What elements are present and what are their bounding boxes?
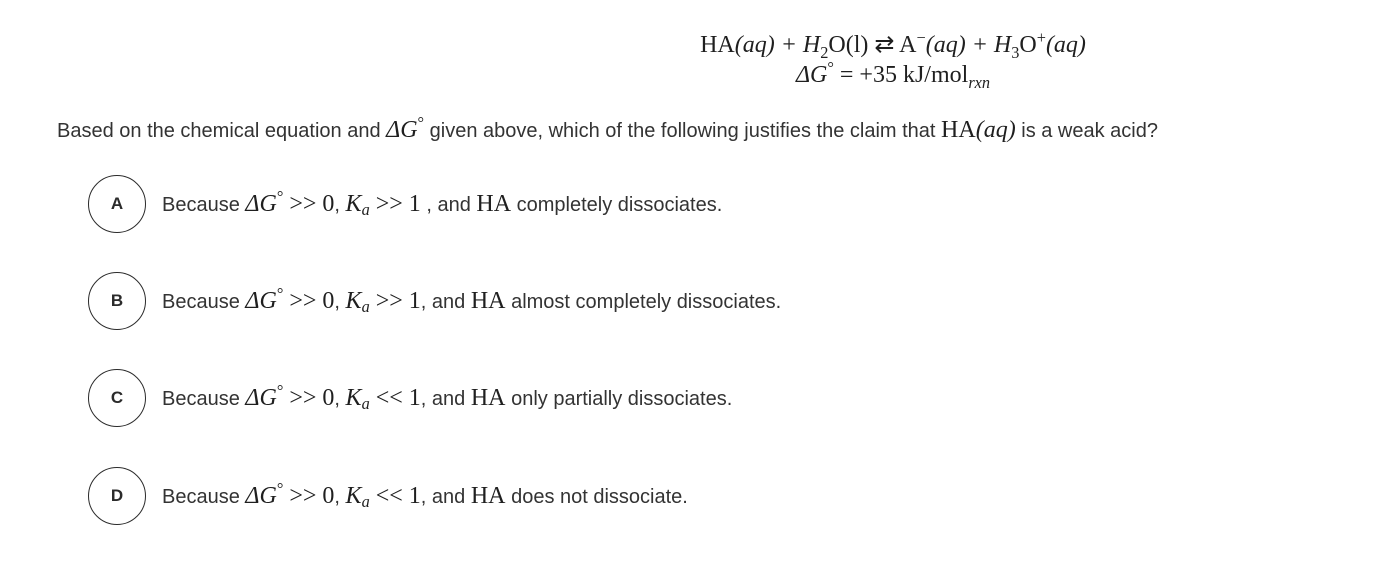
question-text [57, 113, 1158, 144]
choice-b-and: , and [420, 290, 471, 313]
choice-d-because: Because [162, 485, 246, 508]
choice-b-bubble[interactable]: B [88, 272, 146, 330]
choice-c-ka-sub: a [361, 394, 370, 414]
eq-aq3: (aq) [1045, 32, 1086, 58]
choice-a-delta-g: ΔG [245, 190, 277, 217]
choice-a-rel2: >> 1 [369, 190, 421, 217]
choice-c-text[interactable] [162, 380, 733, 414]
choice-d-degree: ° [276, 478, 284, 498]
choice-d-k: K [345, 482, 362, 509]
choice-d-bubble[interactable]: D [88, 467, 146, 525]
eq2-delta-g: ΔG [795, 62, 828, 88]
choice-d-rel2: << 1 [369, 482, 421, 509]
choice-c-rest: only partially dissociates. [505, 387, 733, 410]
choice-b-rest: almost completely dissociates. [505, 290, 782, 313]
eq-o: O [1019, 32, 1037, 58]
choice-a-rest: completely dissociates. [511, 193, 723, 216]
choice-a-k: K [345, 190, 362, 217]
choice-b-rel2: >> 1 [369, 287, 421, 314]
eq-o-arrow-a: O(l) ⇄ A [828, 32, 917, 58]
question-aq: (aq) [975, 117, 1016, 143]
choice-c-rel1: >> 0 [283, 384, 335, 411]
choice-a[interactable] [88, 174, 722, 234]
eq2-degree: ° [827, 58, 834, 77]
eq-sub-2: 2 [820, 42, 829, 62]
chemical-equation [0, 28, 1389, 62]
eq-sub-3: 3 [1011, 42, 1020, 62]
choice-b-ha: HA [470, 287, 506, 314]
eq2-rxn: rxn [968, 72, 991, 92]
choice-a-comma: , [334, 193, 346, 216]
question-degree: ° [417, 113, 425, 132]
choice-d-and: , and [420, 485, 471, 508]
choice-a-bubble[interactable]: A [88, 175, 146, 233]
eq-aq-h: (aq) + H [734, 32, 821, 58]
choice-d-delta-g: ΔG [245, 482, 277, 509]
choice-a-because: Because [162, 193, 246, 216]
choice-c-rel2: << 1 [369, 384, 421, 411]
choice-c-ha: HA [470, 384, 506, 411]
delta-g-equation [0, 58, 1389, 92]
question-before: Based on the chemical equation and [57, 120, 387, 142]
choice-b-because: Because [162, 290, 246, 313]
choice-c-k: K [345, 384, 362, 411]
choice-b[interactable] [88, 271, 781, 331]
eq2-value: = +35 kJ/mol [833, 62, 969, 88]
choice-b-text[interactable] [162, 283, 782, 317]
eq-sup-minus: − [916, 28, 926, 47]
choice-d-comma: , [334, 485, 346, 508]
choice-d-ha: HA [470, 482, 506, 509]
choice-a-text[interactable] [162, 186, 723, 220]
question-ha: HA [941, 117, 976, 143]
choice-b-k: K [345, 287, 362, 314]
choice-d-rel1: >> 0 [283, 482, 335, 509]
question-after: is a weak acid? [1015, 120, 1158, 142]
choice-c-because: Because [162, 387, 246, 410]
choice-b-degree: ° [276, 283, 284, 303]
choice-d[interactable] [88, 466, 688, 526]
choice-a-ha: HA [476, 190, 512, 217]
choice-a-ka-sub: a [361, 200, 370, 220]
choice-c[interactable] [88, 368, 732, 428]
choice-b-rel1: >> 0 [283, 287, 335, 314]
choice-d-rest: does not dissociate. [505, 485, 688, 508]
choice-c-degree: ° [276, 380, 284, 400]
question-delta-g: ΔG [386, 117, 418, 143]
choice-d-ka-sub: a [361, 492, 370, 512]
choice-b-delta-g: ΔG [245, 287, 277, 314]
choice-c-delta-g: ΔG [245, 384, 277, 411]
choice-a-and: , and [420, 193, 477, 216]
eq-aq-h2: (aq) + H [925, 32, 1012, 58]
choice-c-comma: , [334, 387, 346, 410]
question-middle: given above, which of the following justifies the claim that [424, 120, 942, 142]
eq-sup-plus: + [1036, 28, 1046, 47]
choice-d-text[interactable] [162, 478, 688, 512]
choice-a-rel1: >> 0 [283, 190, 335, 217]
choice-a-degree: ° [276, 186, 284, 206]
choice-b-comma: , [334, 290, 346, 313]
choice-c-bubble[interactable]: C [88, 369, 146, 427]
choice-c-and: , and [420, 387, 471, 410]
eq-ha: HA [700, 32, 735, 58]
choice-b-ka-sub: a [361, 297, 370, 317]
